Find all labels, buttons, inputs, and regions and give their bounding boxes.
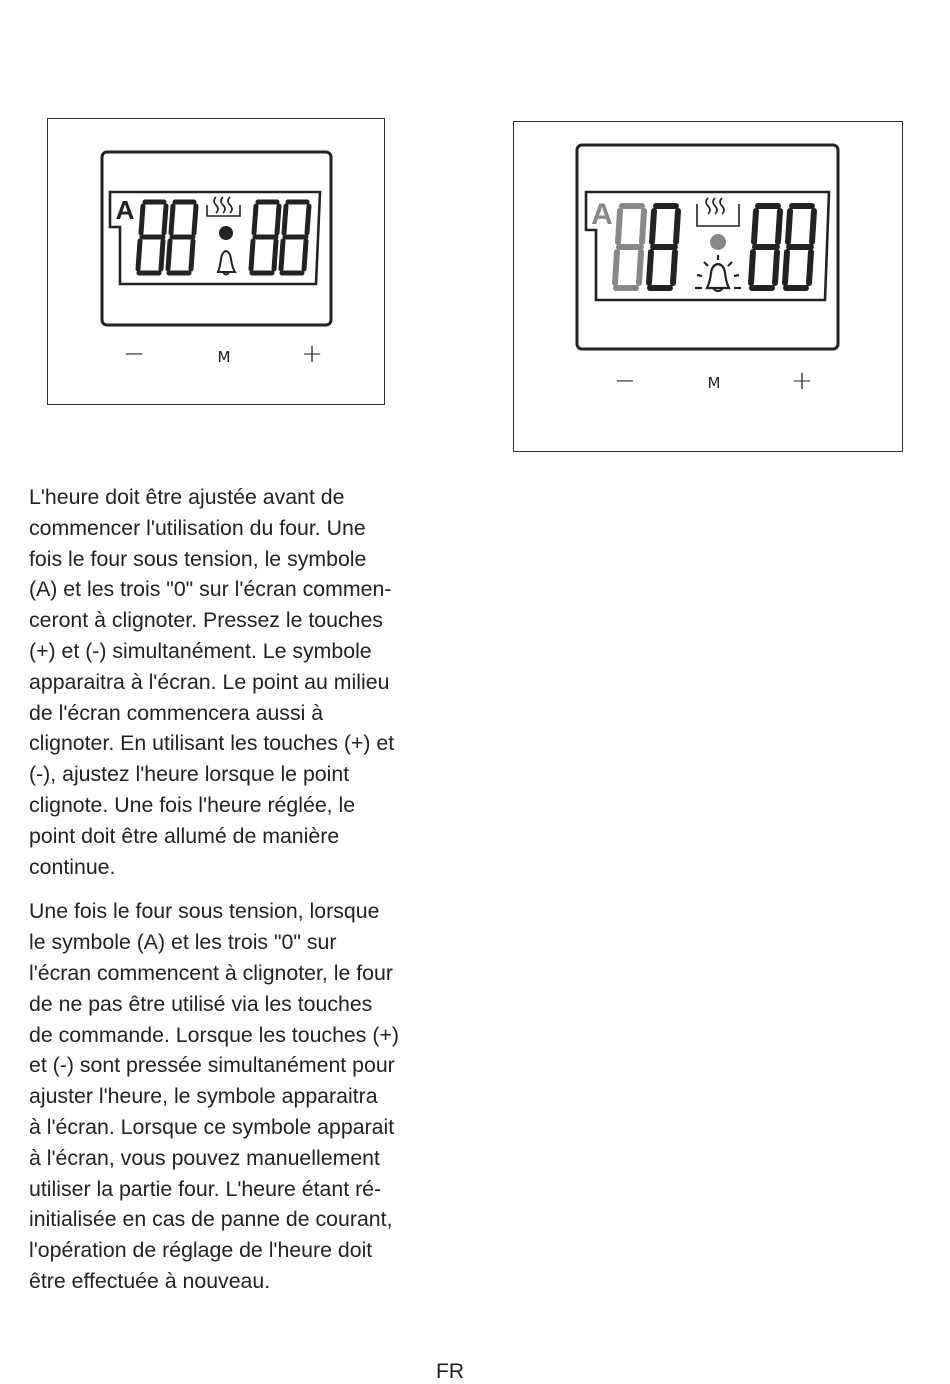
heat-icon: [207, 197, 240, 216]
minus-button[interactable]: −: [123, 339, 145, 369]
center-dot-icon: [219, 226, 233, 240]
bell-ringing-icon: [695, 255, 741, 291]
paragraph-clock-setting: L'heure doit être ajustée avant de commencer l'utilisation du four. Une fois le four sous tension, le symbole (A) et les trois "0" sur l'écran commen- ceront à clignoter. Pressez le touches (+) et (-) simultanément. Le symbole apparaitra à l'écran. Le point au milieu de l'écran commencera aussi à clignoter. En utilisant les touches (+) et (-), ajustez l'heure lorsque le point clignote. Une fois l'heure réglée, le point doit être allumé de manière continue.: [29, 485, 395, 879]
symbol-a-label: A: [115, 195, 135, 225]
figure-timer-display-1: [47, 118, 385, 405]
heat-icon: [697, 198, 739, 226]
timer-display-2-drawing: [514, 122, 904, 453]
bell-icon: [218, 251, 235, 275]
plus-button[interactable]: +: [301, 339, 323, 369]
language-code: FR: [436, 1360, 464, 1383]
mode-button[interactable]: M: [707, 374, 721, 392]
figure-timer-display-2: [513, 121, 903, 452]
center-dot-icon: [710, 234, 726, 250]
minus-button[interactable]: −: [614, 366, 636, 396]
plus-button[interactable]: +: [791, 366, 813, 396]
instructions-text: [29, 482, 469, 1311]
symbol-a-label: A: [591, 198, 613, 231]
mode-button[interactable]: M: [217, 348, 231, 366]
paragraph-manual-mode: Une fois le four sous tension, lorsque le symbole (A) et les trois "0" sur l'écran commencent à clignoter, le four de ne pas être utilisé via les touches de commande. Lorsque les touches (+) et (-) sont pressée simultanément pour ajuster l'heure, le symbole apparaitra à l'écran. Lorsque ce symbole apparait à l'écran, vous pouvez manuellement utiliser la partie four. L'heure étant ré- initialisée en cas de panne de courant, l'opération de réglage de l'heure doit être effectuée à nouveau.: [29, 899, 399, 1293]
